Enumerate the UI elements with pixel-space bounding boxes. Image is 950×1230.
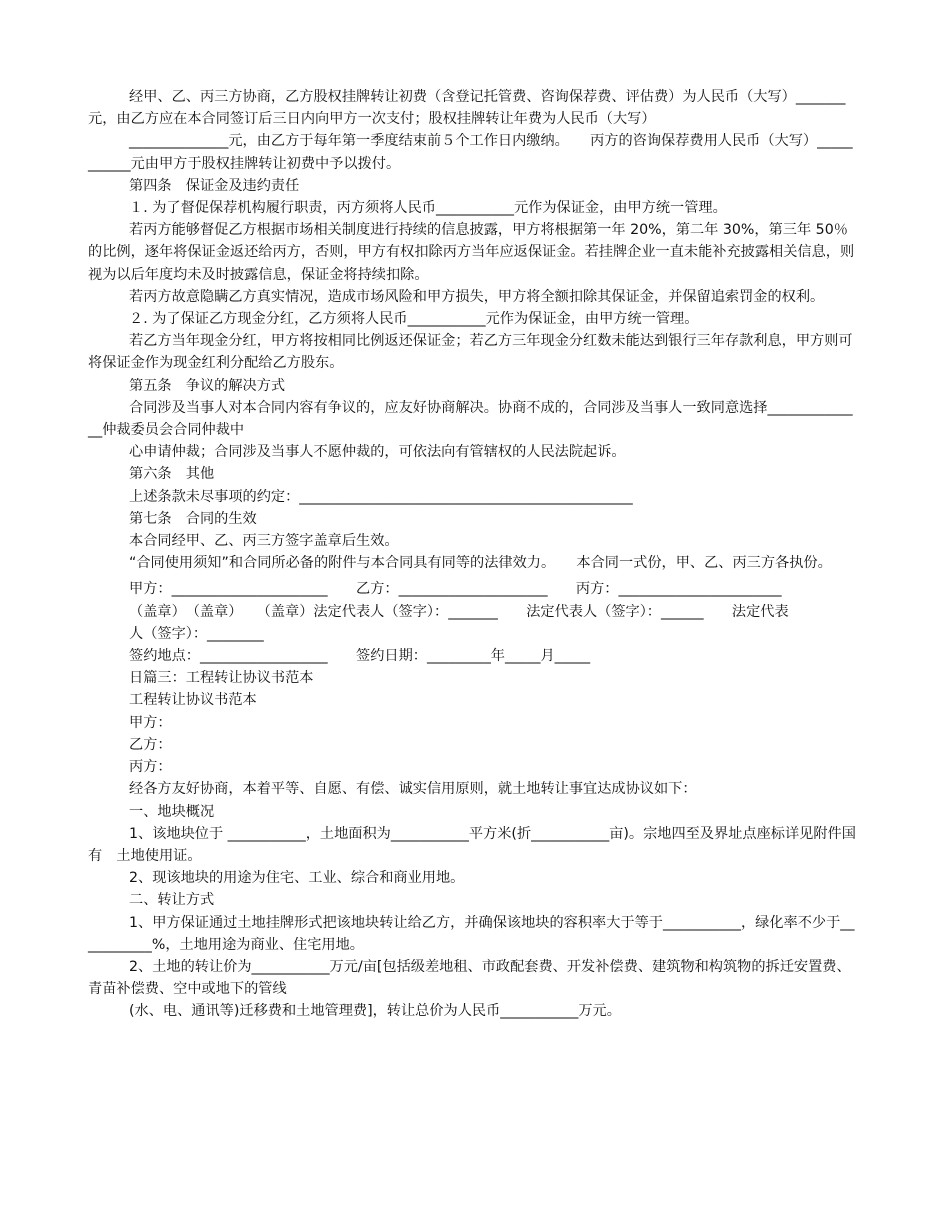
paragraph-effective: 本合同经甲、乙、丙三方签字盖章后生效。 [129,533,399,550]
party-b: 乙方： [129,736,172,753]
paragraph-agreement-intro: 经各方友好协商，本着平等、自愿、有偿、诚实信用原则，就土地转让事宜达成协议如下： [129,781,697,798]
paragraph-land-use: 2、现该地块的用途为住宅、工业、综合和商业用地。 [129,870,465,887]
paragraph-other-terms: 上述条款未尽事项的约定：_______________________________________________ [129,488,633,505]
paragraph-fee-annual: ______________元，由乙方于每年第一季度结束前５个工作日内缴纳。 丙方的咨询保荐费用人民币（大写）___________元由甲方于股权挂牌转让初费中予以拨付。 [88,133,853,172]
paragraph-transfer-method: 1、甲方保证通过土地挂牌形式把该地块转让给乙方，并确保该地块的容积率大于等于___________，绿化率不少于___________%，土地用途为商业、住宅用地。 [88,914,855,953]
heading-section-2: 二、转让方式 [129,892,215,909]
signature-parties: 甲方：______________________ 乙方：_____________________ 丙方：_______________________ [129,581,782,598]
heading-part-3: 日篇三：工程转让协议书范本 [129,670,314,687]
paragraph-deposit-2: ２. 为了保证乙方现金分红，乙方须将人民币___________元作为保证金，由甲方统一管理。 [129,311,699,328]
paragraph-dividend: 若乙方当年现金分红，甲方将按相同比例返还保证金；若乙方三年现金分红数未能达到银行三年存款利息，甲方则可将保证金作为现金红利分配给乙方股东。 [88,333,853,372]
paragraph-fee-initial: 经甲、乙、丙三方协商，乙方股权挂牌转让初费（含登记托管费、咨询保荐费、评估费）为人民币（大写）_______元，由乙方应在本合同签订后三日内向甲方一次支付；股权挂牌转让年费为人民币（大写） [88,89,846,128]
signature-seals: （盖章） （盖章） （盖章）法定代表人（签字）：_______ 法定代表人（签字）：______ 法定代表 [129,603,789,620]
signature-representative: 人（签字）：________ [129,625,264,642]
paragraph-transfer-price: 2、土地的转让价为___________万元/亩[包括级差地租、市政配套费、开发补偿费、建筑物和构筑物的拆迁安置费、 青苗补偿费、空中或地下的管线 [88,958,858,998]
paragraph-notice: “合同使用须知”和合同所必备的附件与本合同具有同等的法律效力。 本合同一式份，甲、乙、丙三方各执份。 [129,555,832,572]
paragraph-land-location: 1、该地块位于 ___________，土地面积为___________平方米(折___________亩)。宗地四至及界址点座标详见附件国有 土地使用证。 [88,825,856,864]
paragraph-deposit-1: １. 为了督促保荐机构履行职责，丙方须将人民币___________元作为保证金，由甲方统一管理。 [129,200,727,217]
paragraph-deposit-return: 若丙方能够督促乙方根据市场相关制度进行持续的信息披露，甲方将根据第一年 20%，第二年 30%，第三年 50％的比例，逐年将保证金返还给丙方，否则，甲方有权扣除丙方当年应返保证金。若挂牌企业一直未能补充披露相关信息，则视为以后年度均未及时披露信息，保证金将持续扣除。 [88,222,855,283]
heading-article-6: 第六条 其他 [129,466,215,483]
party-c: 丙方： [129,759,172,776]
paragraph-transfer-total: (水、电、通讯等)迁移费和土地管理费]，转让总价为人民币___________万元。 [129,1003,621,1020]
party-a: 甲方： [129,714,172,731]
paragraph-deposit-penalty: 若丙方故意隐瞒乙方真实情况，造成市场风险和甲方损失，甲方将全额扣除其保证金，并保留追索罚金的权利。 [129,288,825,305]
signing-place-date: 签约地点：__________________ 签约日期：_________年_____月_____ [129,648,591,665]
document-body [88,86,858,1023]
paragraph-arbitration: 心申请仲裁；合同涉及当事人不愿仲裁的，可依法向有管辖权的人民法院起诉。 [129,444,626,461]
paragraph-dispute: 合同涉及当事人对本合同内容有争议的，应友好协商解决。协商不成的，合同涉及当事人一致同意选择______________仲裁委员会合同仲裁中 [88,399,853,439]
heading-article-7: 第七条 合同的生效 [129,510,257,527]
heading-section-1: 一、地块概况 [129,803,215,820]
heading-article-5: 第五条 争议的解决方式 [129,377,286,394]
heading-article-4: 第四条 保证金及违约责任 [129,177,300,194]
document-title: 工程转让协议书范本 [129,692,257,709]
